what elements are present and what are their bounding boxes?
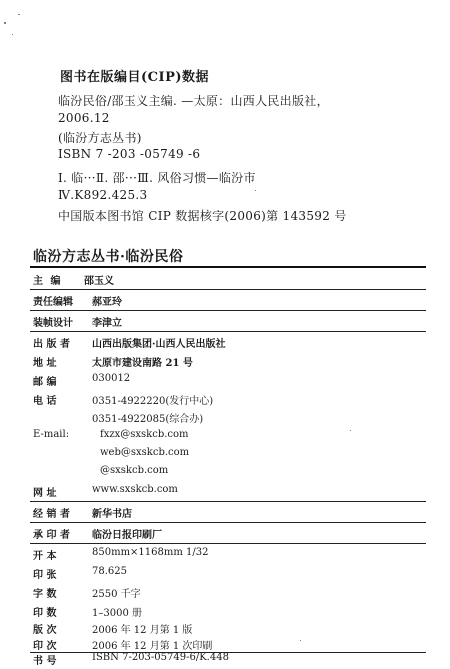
responsible-editor-row <box>0 293 450 309</box>
scan-speck <box>12 34 13 35</box>
word-count-row <box>0 585 450 601</box>
scan-speck <box>4 22 6 24</box>
email-value: web@sxskcb.com <box>100 447 190 458</box>
address-row <box>0 354 450 370</box>
sheets-label: 印 张 <box>33 570 57 581</box>
phone-row-2 <box>0 410 450 426</box>
edition-row <box>0 621 450 637</box>
website-label: 网 址 <box>33 488 57 499</box>
cip-line-subjects: Ⅰ. 临···Ⅱ. 邵···Ⅲ. 风俗习惯—临汾市 <box>58 171 256 185</box>
website-value: www.sxskcb.com <box>92 484 178 495</box>
phone-row <box>0 392 450 408</box>
series-title: 临汾方志丛书·临汾民俗 <box>33 249 184 265</box>
postcode-label: 邮 编 <box>33 377 57 388</box>
responsible-editor-value: 郝亚玲 <box>92 297 122 308</box>
email-label: E-mail: <box>33 429 70 440</box>
phone-label: 电 话 <box>33 396 57 407</box>
phone-value: 0351-4922085(综合办) <box>92 414 204 425</box>
printing-label: 印 次 <box>33 641 57 652</box>
title-divider <box>30 266 426 268</box>
printer-label: 承 印 者 <box>33 530 70 541</box>
designer-row <box>0 314 450 330</box>
editor-label: 主 编 <box>33 276 63 287</box>
word-count-value: 2550 千字 <box>92 589 141 600</box>
distributor-value: 新华书店 <box>92 509 132 520</box>
editor-row <box>0 272 450 288</box>
cip-title: 图书在版编目(CIP)数据 <box>60 70 210 85</box>
email-value: @sxskcb.com <box>100 465 169 476</box>
divider <box>30 310 426 311</box>
designer-label: 装帧设计 <box>33 318 73 329</box>
format-value: 850mm×1168mm 1/32 <box>92 547 209 558</box>
divider <box>30 522 426 523</box>
print-run-value: 1–3000 册 <box>92 608 142 619</box>
cip-line-date: 2006.12 <box>58 111 110 125</box>
address-value: 太原市建设南路 21 号 <box>92 358 193 369</box>
isbn-row <box>0 652 450 668</box>
divider <box>30 331 426 332</box>
email-value: fxzx@sxskcb.com <box>100 429 189 440</box>
divider <box>30 289 426 290</box>
isbn-label: 书 号 <box>33 656 57 667</box>
word-count-label: 字 数 <box>33 589 57 600</box>
divider <box>30 652 426 653</box>
publisher-value: 山西出版集团·山西人民出版社 <box>92 339 226 350</box>
postcode-value: 030012 <box>92 373 131 384</box>
email-row <box>0 429 450 445</box>
distributor-row <box>0 505 450 521</box>
scan-speck <box>255 190 256 191</box>
phone-value: 0351-4922220(发行中心) <box>92 396 214 407</box>
printer-value: 临汾日报印刷厂 <box>92 530 162 541</box>
edition-label: 版 次 <box>33 625 57 636</box>
print-run-label: 印 数 <box>33 608 57 619</box>
cip-line-verification: 中国版本图书馆 CIP 数据核字(2006)第 143592 号 <box>58 209 347 223</box>
sheets-value: 78.625 <box>92 566 127 577</box>
cip-line-main: 临汾民俗/邵玉义主编. —太原：山西人民出版社， <box>58 94 329 108</box>
printing-row <box>0 637 450 653</box>
isbn-value: ISBN 7-203-05749-6/K.448 <box>92 652 229 663</box>
printer-row <box>0 526 450 542</box>
publisher-label: 出 版 者 <box>33 339 70 350</box>
cip-line-classification: Ⅳ.K892.425.3 <box>58 188 148 202</box>
website-row <box>0 484 450 500</box>
address-label: 地 址 <box>33 358 57 369</box>
format-label: 开 本 <box>33 551 57 562</box>
cip-line-series: (临汾方志丛书) <box>58 131 142 145</box>
distributor-label: 经 销 者 <box>33 509 70 520</box>
publisher-row <box>0 335 450 351</box>
scan-speck <box>18 14 20 15</box>
printing-value: 2006 年 12 月第 1 次印刷 <box>92 641 213 652</box>
sheets-row <box>0 566 450 582</box>
print-run-row <box>0 604 450 620</box>
email-row-2 <box>0 447 450 463</box>
format-row <box>0 547 450 563</box>
postcode-row <box>0 373 450 389</box>
divider <box>30 501 426 502</box>
editor-value: 邵玉义 <box>84 276 114 287</box>
edition-value: 2006 年 12 月第 1 版 <box>92 625 193 636</box>
cip-line-isbn: ISBN 7 -203 -05749 -6 <box>58 147 201 161</box>
designer-value: 李津立 <box>92 318 122 329</box>
responsible-editor-label: 责任编辑 <box>33 297 73 308</box>
email-row-3 <box>0 465 450 481</box>
divider <box>30 543 426 544</box>
